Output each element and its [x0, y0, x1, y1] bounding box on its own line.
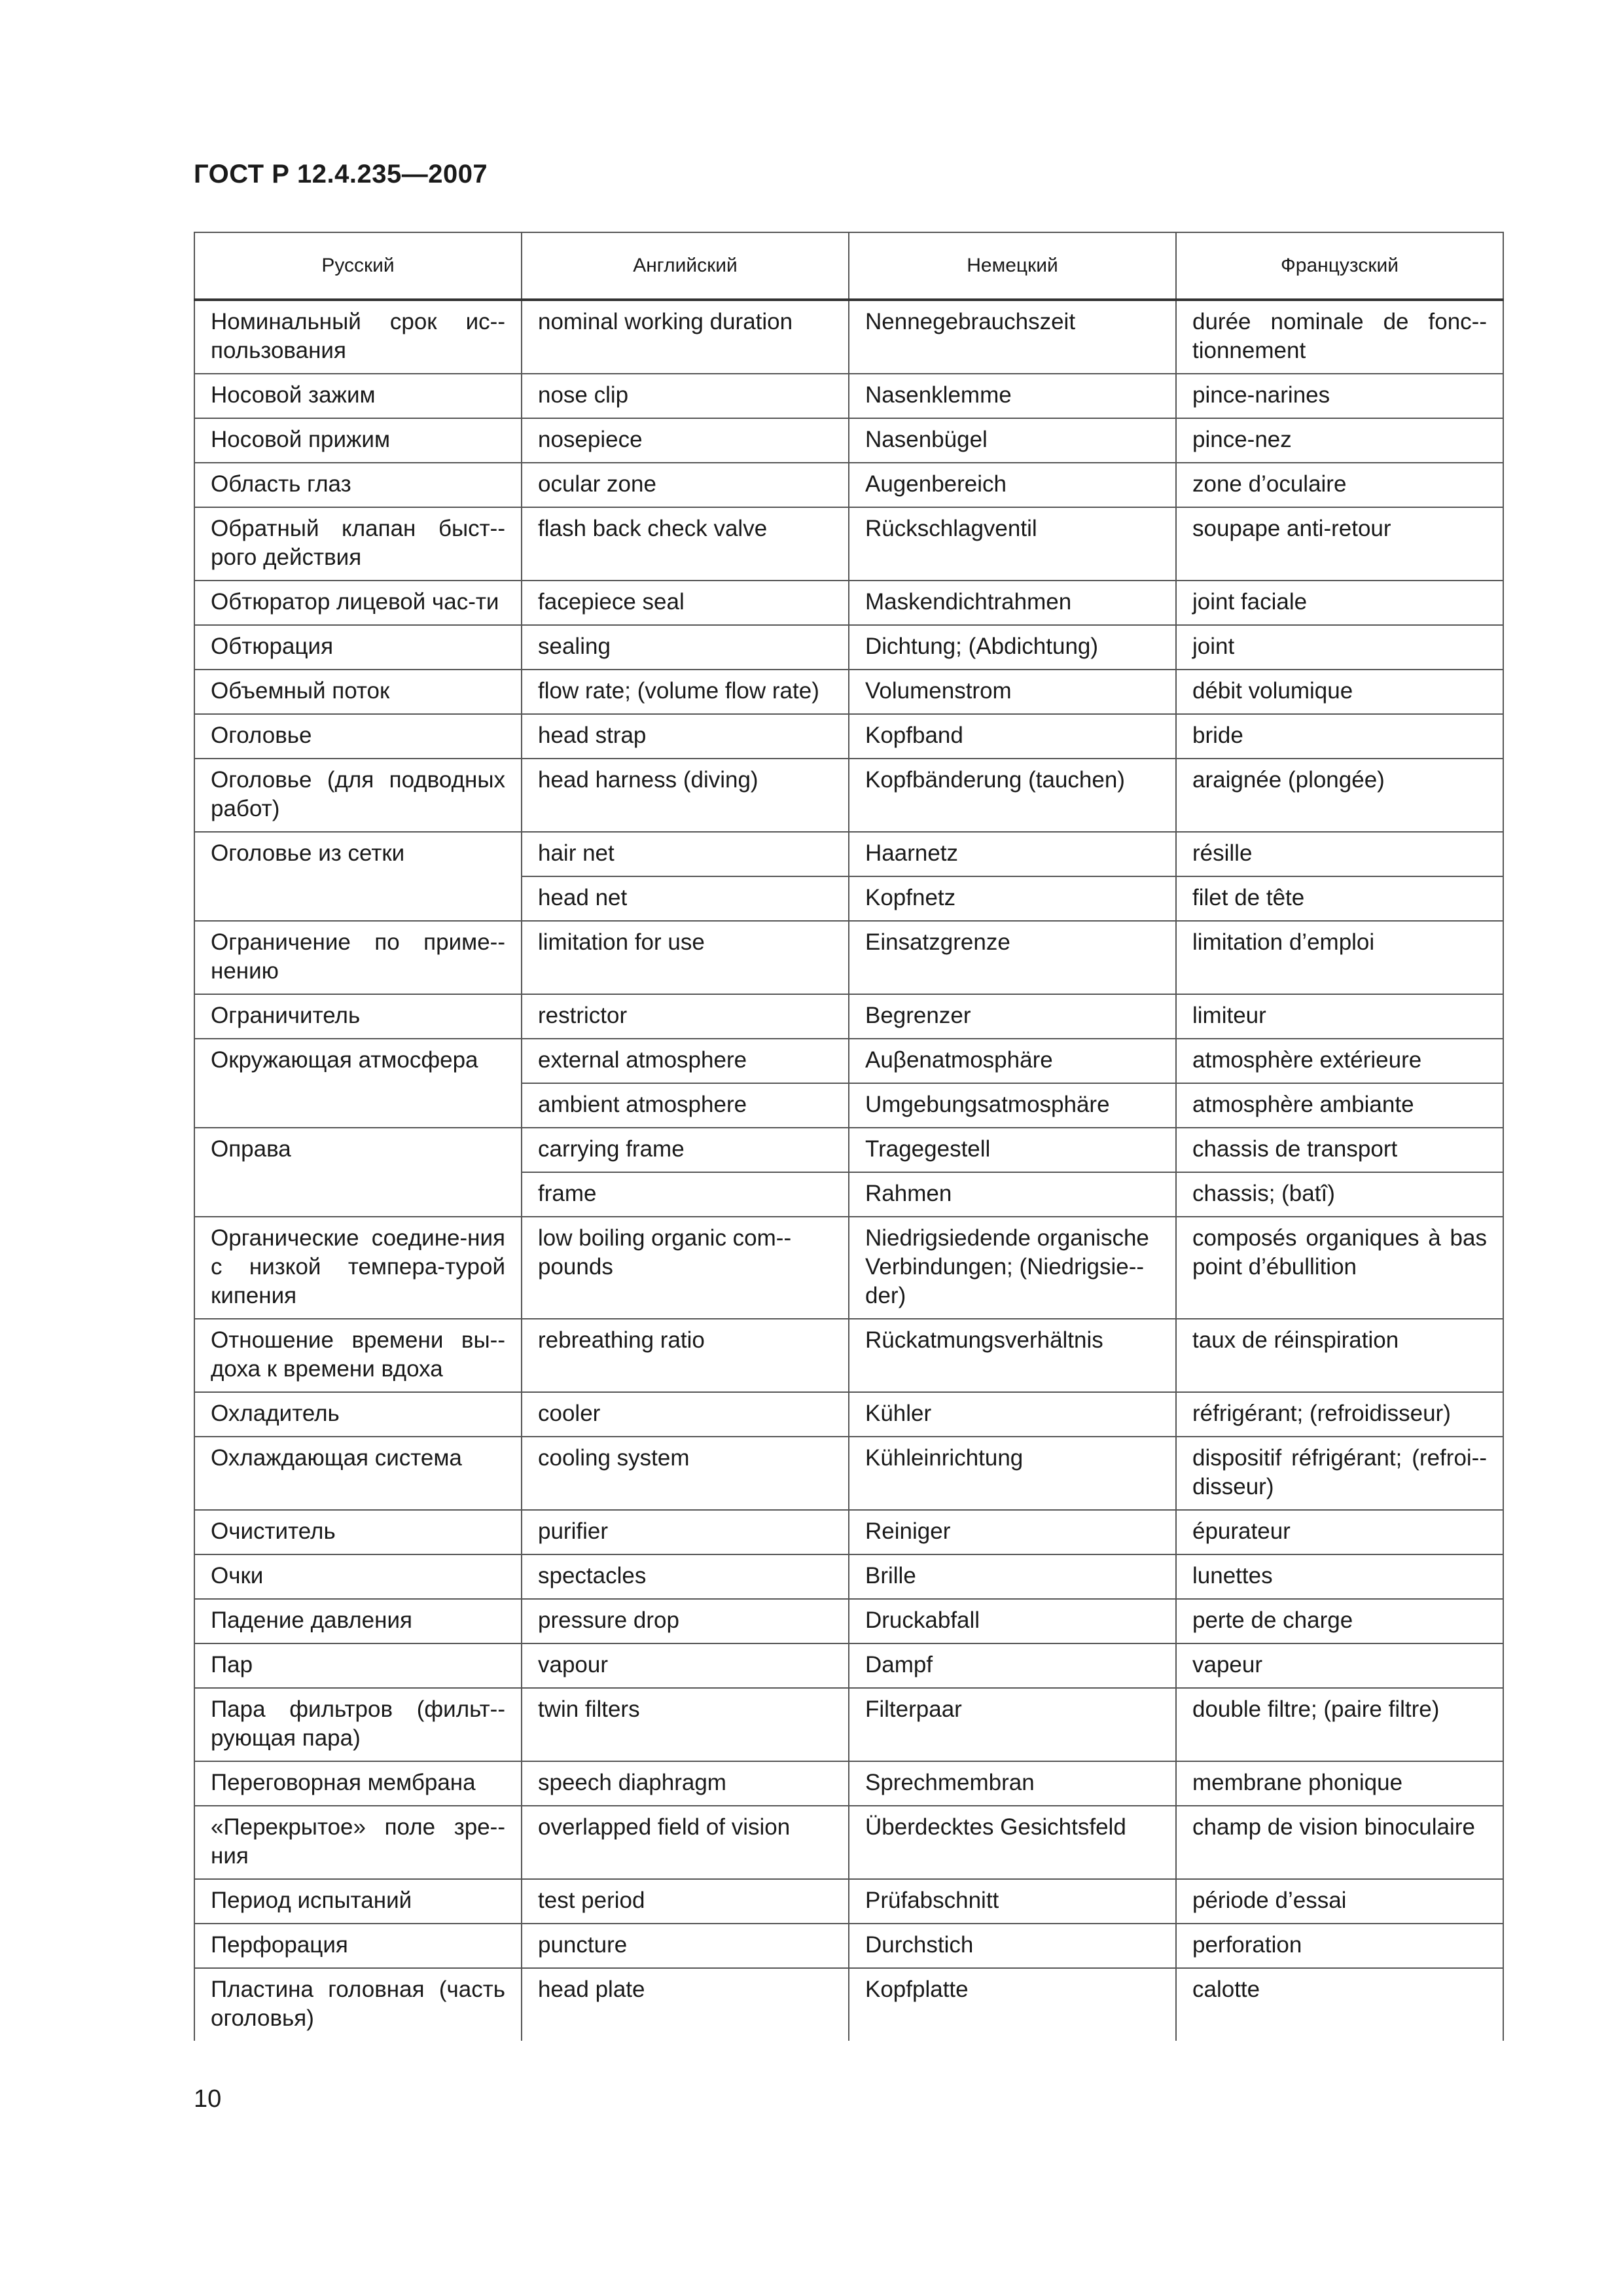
term-french: composés organiques à bas point d’ébullition: [1176, 1217, 1503, 1319]
term-english: puncture: [522, 1924, 849, 1968]
term-german: Nennegebrauchszeit: [849, 300, 1176, 374]
term-english: hair net: [522, 832, 849, 876]
term-german: Sprechmembran: [849, 1761, 1176, 1806]
table-row: [194, 832, 1503, 876]
table-row: [194, 921, 1503, 994]
table-row: [194, 1761, 1503, 1806]
table-row: [194, 1643, 1503, 1688]
term-english: nosepiece: [522, 418, 849, 463]
term-german: Überdecktes Gesichtsfeld: [849, 1806, 1176, 1879]
term-english: head net: [522, 876, 849, 921]
term-german: Niedrigsiedende organische Verbindungen; (Niedrigsie-der): [849, 1217, 1176, 1319]
term-english: ambient atmosphere: [522, 1083, 849, 1128]
term-french: bride: [1176, 714, 1503, 759]
term-german: Nasenklemme: [849, 374, 1176, 418]
term-german: Tragegestell: [849, 1128, 1176, 1172]
term-german: Brille: [849, 1554, 1176, 1599]
table-row: [194, 1924, 1503, 1968]
page-number: 10: [194, 2085, 222, 2113]
term-french: double filtre; (paire filtre): [1176, 1688, 1503, 1761]
document-code: ГОСТ Р 12.4.235—2007: [194, 160, 488, 188]
term-english: cooler: [522, 1392, 849, 1437]
term-russian: Охлаждающая система: [194, 1437, 522, 1510]
term-french: résille: [1176, 832, 1503, 876]
term-russian: Период испытаний: [194, 1879, 522, 1924]
term-english: nominal working duration: [522, 300, 849, 374]
term-english: flow rate; (volume flow rate): [522, 670, 849, 714]
term-russian: «Перекрытое» поле зре-ния: [194, 1806, 522, 1879]
term-english: head harness (diving): [522, 759, 849, 832]
table-row: [194, 1392, 1503, 1437]
term-russian: Обратный клапан быст-рого действия: [194, 507, 522, 581]
term-french: réfrigérant; (refroidisseur): [1176, 1392, 1503, 1437]
term-russian: Пар: [194, 1643, 522, 1688]
term-german: Haarnetz: [849, 832, 1176, 876]
term-russian: Обтюрация: [194, 625, 522, 670]
term-english: frame: [522, 1172, 849, 1217]
table-row: [194, 1688, 1503, 1761]
term-english: carrying frame: [522, 1128, 849, 1172]
term-english: cooling system: [522, 1437, 849, 1510]
term-german: Einsatzgrenze: [849, 921, 1176, 994]
table-row: [194, 1554, 1503, 1599]
table-row: [194, 670, 1503, 714]
term-german: Dichtung; (Abdichtung): [849, 625, 1176, 670]
term-french: taux de réinspiration: [1176, 1319, 1503, 1392]
table-row: [194, 463, 1503, 507]
term-french: araignée (plongée): [1176, 759, 1503, 832]
table-row: [194, 507, 1503, 581]
term-english: overlapped field of vision: [522, 1806, 849, 1879]
term-russian: Пара фильтров (фильт-рующая пара): [194, 1688, 522, 1761]
term-french: filet de tête: [1176, 876, 1503, 921]
term-german: Kopfnetz: [849, 876, 1176, 921]
term-english: speech diaphragm: [522, 1761, 849, 1806]
table-row: [194, 300, 1503, 374]
term-french: pince-nez: [1176, 418, 1503, 463]
term-english: rebreathing ratio: [522, 1319, 849, 1392]
table-header-row: [194, 232, 1503, 300]
term-french: joint faciale: [1176, 581, 1503, 625]
term-german: Rückatmungsverhältnis: [849, 1319, 1176, 1392]
table-row: [194, 581, 1503, 625]
term-russian: Оголовье (для подводных работ): [194, 759, 522, 832]
column-header-english: Английский: [522, 232, 849, 300]
table-row: [194, 1806, 1503, 1879]
term-german: Reiniger: [849, 1510, 1176, 1554]
term-russian: Окружающая атмосфера: [194, 1039, 522, 1128]
term-russian: Перфорация: [194, 1924, 522, 1968]
term-german: Kopfband: [849, 714, 1176, 759]
term-german: Auβenatmosphäre: [849, 1039, 1176, 1083]
term-german: Rahmen: [849, 1172, 1176, 1217]
term-german: Volumenstrom: [849, 670, 1176, 714]
term-german: Nasenbügel: [849, 418, 1176, 463]
term-russian: Охладитель: [194, 1392, 522, 1437]
term-german: Kopfplatte: [849, 1968, 1176, 2041]
term-french: débit volumique: [1176, 670, 1503, 714]
term-french: lunettes: [1176, 1554, 1503, 1599]
term-french: épurateur: [1176, 1510, 1503, 1554]
term-french: chassis; (batî): [1176, 1172, 1503, 1217]
term-french: limiteur: [1176, 994, 1503, 1039]
term-russian: Ограничение по приме-нению: [194, 921, 522, 994]
term-russian: Очиститель: [194, 1510, 522, 1554]
term-english: vapour: [522, 1643, 849, 1688]
term-german: Rückschlagventil: [849, 507, 1176, 581]
term-english: low boiling organic com-pounds: [522, 1217, 849, 1319]
term-french: atmosphère extérieure: [1176, 1039, 1503, 1083]
table-row: [194, 1128, 1503, 1172]
term-french: champ de vision binoculaire: [1176, 1806, 1503, 1879]
table-row: [194, 994, 1503, 1039]
term-german: Filterpaar: [849, 1688, 1176, 1761]
table-row: [194, 759, 1503, 832]
term-french: durée nominale de fonc-tionnement: [1176, 300, 1503, 374]
term-english: nose clip: [522, 374, 849, 418]
term-english: sealing: [522, 625, 849, 670]
term-french: soupape anti-retour: [1176, 507, 1503, 581]
term-russian: Объемный поток: [194, 670, 522, 714]
term-french: zone d’oculaire: [1176, 463, 1503, 507]
table-row: [194, 1510, 1503, 1554]
column-header-german: Немецкий: [849, 232, 1176, 300]
term-french: pince-narines: [1176, 374, 1503, 418]
term-english: head plate: [522, 1968, 849, 2041]
table-row: [194, 1217, 1503, 1319]
term-german: Kopfbänderung (tauchen): [849, 759, 1176, 832]
term-russian: Переговорная мембрана: [194, 1761, 522, 1806]
table-body: [194, 300, 1503, 2041]
term-german: Umgebungsatmosphäre: [849, 1083, 1176, 1128]
term-english: purifier: [522, 1510, 849, 1554]
term-french: atmosphère ambiante: [1176, 1083, 1503, 1128]
terminology-table: [194, 232, 1504, 2041]
term-german: Maskendichtrahmen: [849, 581, 1176, 625]
term-french: membrane phonique: [1176, 1761, 1503, 1806]
term-russian: Органические соедине-ния с низкой темпера-турой кипения: [194, 1217, 522, 1319]
term-french: limitation d’emploi: [1176, 921, 1503, 994]
term-german: Kühleinrichtung: [849, 1437, 1176, 1510]
term-russian: Номинальный срок ис-пользования: [194, 300, 522, 374]
term-english: pressure drop: [522, 1599, 849, 1643]
term-russian: Обтюратор лицевой час-ти: [194, 581, 522, 625]
term-russian: Оголовье: [194, 714, 522, 759]
column-header-french: Французский: [1176, 232, 1503, 300]
term-russian: Оголовье из сетки: [194, 832, 522, 921]
term-russian: Область глаз: [194, 463, 522, 507]
term-german: Prüfabschnitt: [849, 1879, 1176, 1924]
term-french: période d’essai: [1176, 1879, 1503, 1924]
term-russian: Падение давления: [194, 1599, 522, 1643]
term-english: head strap: [522, 714, 849, 759]
term-english: twin filters: [522, 1688, 849, 1761]
term-english: external atmosphere: [522, 1039, 849, 1083]
term-german: Augenbereich: [849, 463, 1176, 507]
term-french: chassis de transport: [1176, 1128, 1503, 1172]
term-english: ocular zone: [522, 463, 849, 507]
term-english: limitation for use: [522, 921, 849, 994]
term-german: Druckabfall: [849, 1599, 1176, 1643]
term-russian: Ограничитель: [194, 994, 522, 1039]
term-english: spectacles: [522, 1554, 849, 1599]
term-russian: Оправа: [194, 1128, 522, 1217]
term-french: perte de charge: [1176, 1599, 1503, 1643]
table-row: [194, 1879, 1503, 1924]
term-english: restrictor: [522, 994, 849, 1039]
table-row: [194, 374, 1503, 418]
term-german: Kühler: [849, 1392, 1176, 1437]
table-row: [194, 1039, 1503, 1083]
term-german: Durchstich: [849, 1924, 1176, 1968]
table-row: [194, 1599, 1503, 1643]
term-german: Begrenzer: [849, 994, 1176, 1039]
table-row: [194, 1968, 1503, 2041]
term-french: calotte: [1176, 1968, 1503, 2041]
table-row: [194, 418, 1503, 463]
term-russian: Отношение времени вы-доха к времени вдоха: [194, 1319, 522, 1392]
term-french: vapeur: [1176, 1643, 1503, 1688]
term-russian: Очки: [194, 1554, 522, 1599]
term-french: joint: [1176, 625, 1503, 670]
table-row: [194, 625, 1503, 670]
term-french: dispositif réfrigérant; (refroi-disseur): [1176, 1437, 1503, 1510]
term-russian: Носовой зажим: [194, 374, 522, 418]
column-header-russian: Русский: [194, 232, 522, 300]
term-french: perforation: [1176, 1924, 1503, 1968]
term-english: test period: [522, 1879, 849, 1924]
term-english: flash back check valve: [522, 507, 849, 581]
table-row: [194, 1319, 1503, 1392]
term-english: facepiece seal: [522, 581, 849, 625]
term-russian: Пластина головная (часть оголовья): [194, 1968, 522, 2041]
table-row: [194, 714, 1503, 759]
term-russian: Носовой прижим: [194, 418, 522, 463]
term-german: Dampf: [849, 1643, 1176, 1688]
table-row: [194, 1437, 1503, 1510]
